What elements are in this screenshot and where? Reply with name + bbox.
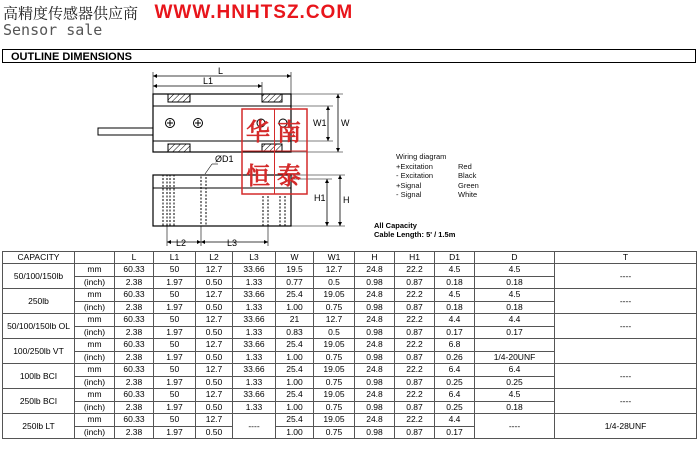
table-cell: 21 [276,314,314,327]
table-cell: 50 [154,364,196,377]
table-cell: ---- [233,414,276,439]
table-cell: 1/4-20UNF [475,351,555,364]
table-cell: 0.17 [435,426,475,439]
table-cell: 2.38 [115,301,154,314]
table-cell: 19.05 [314,289,355,302]
table-cell: 0.50 [196,426,233,439]
table-cell: 0.50 [196,401,233,414]
dim-W1: W1 [313,118,327,128]
capacity-cell: 100lb BCI [3,364,75,389]
table-row [3,414,697,427]
table-cell: (inch) [75,301,115,314]
table-cell: 24.8 [355,414,395,427]
table-cell: 1.00 [276,376,314,389]
table-cell: 24.8 [355,289,395,302]
column-header: L1 [154,252,196,264]
wiring-row: +Excitation Red [396,161,472,171]
table-cell: 1.97 [154,326,196,339]
table-cell: 0.77 [276,276,314,289]
table-cell: 12.7 [196,314,233,327]
all-capacity-label: All Capacity [374,221,417,230]
capacity-cell: 100/250lb VT [3,339,75,364]
wiring-title: Wiring diagram [396,152,447,161]
table-cell: 1.00 [276,426,314,439]
table-cell: 0.98 [355,401,395,414]
table-cell: 0.75 [314,401,355,414]
site-header [3,2,353,22]
table-cell: 1.97 [154,301,196,314]
table-cell: 0.18 [475,301,555,314]
table-cell: 1.00 [276,301,314,314]
table-row [3,364,697,377]
dimensions-table [2,251,697,439]
table-cell: mm [75,339,115,352]
table-cell: 0.75 [314,426,355,439]
column-header: CAPACITY [3,252,75,264]
table-cell: 12.7 [314,314,355,327]
table-cell: 4.4 [435,314,475,327]
thread-cell: ---- [555,314,697,339]
table-cell: 0.50 [196,276,233,289]
table-cell: 0.87 [395,426,435,439]
table-cell: ---- [475,414,555,439]
column-header [75,252,115,264]
table-row [3,264,697,277]
table-cell: 0.87 [395,351,435,364]
table-cell: 0.87 [395,276,435,289]
capacity-cell: 50/100/150lb [3,264,75,289]
table-cell: (inch) [75,276,115,289]
table-cell: 33.66 [233,314,276,327]
table-cell: 0.98 [355,426,395,439]
table-cell: 6.8 [435,339,475,352]
table-cell: 25.4 [276,289,314,302]
table-cell: 60.33 [115,364,154,377]
table-cell: 2.38 [115,276,154,289]
table-cell: 4.5 [475,389,555,402]
table-cell: 1.00 [276,401,314,414]
table-cell: 60.33 [115,264,154,277]
table-cell: 2.38 [115,351,154,364]
dim-D1: ØD1 [215,154,234,164]
thread-cell: ---- [555,264,697,289]
table-cell: 0.87 [395,376,435,389]
dim-L1: L1 [203,76,214,86]
table-cell: 33.66 [233,264,276,277]
stamp-char-4: 泰 [277,161,301,190]
dim-W: W [341,118,350,128]
table-cell: 0.17 [435,326,475,339]
table-cell: 0.98 [355,376,395,389]
dim-H1: H1 [314,193,326,203]
table-cell: 1.33 [233,276,276,289]
cable-length-label: Cable Length: 5' / 1.5m [374,230,456,239]
table-cell: 0.50 [196,326,233,339]
section-title: OUTLINE DIMENSIONS [2,49,696,63]
table-cell: 22.2 [395,314,435,327]
table-cell: 19.05 [314,364,355,377]
table-row [3,389,697,402]
thread-cell: ---- [555,289,697,314]
table-cell: 50 [154,414,196,427]
table-cell: 24.8 [355,314,395,327]
table-cell: 22.2 [395,414,435,427]
table-cell: 6.4 [475,364,555,377]
table-cell: 22.2 [395,389,435,402]
table-cell: 1.33 [233,376,276,389]
table-cell: 2.38 [115,426,154,439]
table-header-row [3,252,697,264]
table-cell: 1.00 [276,351,314,364]
table-cell: 12.7 [196,289,233,302]
table-cell: mm [75,389,115,402]
table-cell: 0.98 [355,276,395,289]
table-cell: 0.25 [475,376,555,389]
wiring-diagram [396,152,479,200]
table-cell: (inch) [75,401,115,414]
table-cell: 25.4 [276,389,314,402]
table-cell: mm [75,289,115,302]
table-cell: 12.7 [314,264,355,277]
table-cell: 60.33 [115,389,154,402]
table-cell: 0.18 [435,301,475,314]
table-cell: 1.97 [154,376,196,389]
capacity-cell: 250lb BCI [3,389,75,414]
table-cell: 19.05 [314,339,355,352]
column-header: W1 [314,252,355,264]
table-row [3,289,697,302]
table-cell: 50 [154,264,196,277]
table-cell: 0.50 [196,376,233,389]
table-cell: 19.5 [276,264,314,277]
table-cell: mm [75,364,115,377]
table-cell: 33.66 [233,389,276,402]
table-cell: 0.18 [435,276,475,289]
table-cell: 0.50 [196,351,233,364]
column-header: D1 [435,252,475,264]
table-cell: 0.17 [475,326,555,339]
capacity-cell: 250lb [3,289,75,314]
table-cell: 50 [154,389,196,402]
dim-L: L [218,66,224,76]
table-cell: 24.8 [355,264,395,277]
table-cell: 25.4 [276,339,314,352]
table-cell: 0.5 [314,326,355,339]
table-cell: 12.7 [196,414,233,427]
capacity-cell: 250lb LT [3,414,75,439]
table-cell: mm [75,414,115,427]
column-header: H [355,252,395,264]
table-cell: (inch) [75,351,115,364]
table-cell: 22.2 [395,364,435,377]
table-cell: 60.33 [115,414,154,427]
table-cell: 12.7 [196,389,233,402]
table-cell: 0.5 [314,276,355,289]
table-cell: 0.87 [395,301,435,314]
table-cell: 0.18 [475,401,555,414]
table-cell: 33.66 [233,364,276,377]
table-body [3,264,697,439]
capacity-notes [374,221,455,239]
table-cell: 1.97 [154,276,196,289]
table-cell: 50 [154,289,196,302]
table-cell: 50 [154,339,196,352]
table-cell: 1.97 [154,351,196,364]
column-header: L3 [233,252,276,264]
table-cell: 60.33 [115,339,154,352]
table-cell: 0.87 [395,326,435,339]
table-cell: 0.98 [355,326,395,339]
dim-L2: L2 [176,238,187,248]
table-cell: (inch) [75,326,115,339]
thread-cell [555,339,697,364]
table-cell: 1.33 [233,351,276,364]
table-cell: 33.66 [233,289,276,302]
dim-H: H [343,195,350,205]
subtitle: Sensor sale [3,21,103,39]
table-cell: 1.33 [233,301,276,314]
table-cell: 24.8 [355,389,395,402]
table-cell: 0.50 [196,301,233,314]
column-header: W [276,252,314,264]
column-header: L [115,252,154,264]
table-cell: 1.33 [233,401,276,414]
wiring-row: - Excitation Black [396,171,477,180]
table-cell: 0.83 [276,326,314,339]
stamp-char-3: 恒 [246,161,270,190]
table-cell: 0.25 [435,376,475,389]
table-cell: 4.4 [475,314,555,327]
table-cell: 1.33 [233,326,276,339]
table-cell [475,339,555,352]
wiring-row: - Signal White [396,190,478,199]
table-cell: mm [75,314,115,327]
table-cell: 4.5 [435,289,475,302]
table-cell: 12.7 [196,264,233,277]
site-url[interactable]: WWW.HNHTSZ.COM [154,2,354,23]
table-cell: 0.75 [314,351,355,364]
column-header: T [555,252,697,264]
table-cell: 60.33 [115,314,154,327]
stamp-char-1: 华 [246,117,270,146]
table-row [3,339,697,352]
table-cell: 0.75 [314,376,355,389]
table-cell: 19.05 [314,389,355,402]
table-cell: 0.87 [395,401,435,414]
table-cell: 60.33 [115,289,154,302]
table-cell: 19.05 [314,414,355,427]
capacity-cell: 50/100/150lb OL [3,314,75,339]
outline-drawing [0,64,699,250]
company-stamp [241,108,308,195]
table-cell: 0.26 [435,351,475,364]
table-cell: 4.5 [475,264,555,277]
table-cell: 22.2 [395,339,435,352]
table-cell: 4.4 [435,414,475,427]
table-cell: 4.5 [435,264,475,277]
table-cell: 25.4 [276,414,314,427]
table-cell: 12.7 [196,364,233,377]
dim-L3: L3 [227,238,238,248]
brand-chinese: 高精度传感器供应商 [3,4,139,23]
table-cell: 12.7 [196,339,233,352]
stamp-char-2: 南 [277,117,301,146]
table-cell: 50 [154,314,196,327]
table-cell: 22.2 [395,264,435,277]
wiring-row: +Signal Green [396,180,479,190]
table-cell: 2.38 [115,376,154,389]
column-header: H1 [395,252,435,264]
table-cell: (inch) [75,376,115,389]
table-cell: 6.4 [435,389,475,402]
table-cell: 1.97 [154,401,196,414]
table-cell: 24.8 [355,339,395,352]
table-cell: 0.98 [355,301,395,314]
table-cell: 0.25 [435,401,475,414]
column-header: D [475,252,555,264]
table-cell: 25.4 [276,364,314,377]
table-cell: 22.2 [395,289,435,302]
table-cell: 0.18 [475,276,555,289]
table-cell: mm [75,264,115,277]
table-cell: (inch) [75,426,115,439]
table-cell: 2.38 [115,401,154,414]
table-cell: 24.8 [355,364,395,377]
column-header: L2 [196,252,233,264]
table-cell: 6.4 [435,364,475,377]
table-cell: 4.5 [475,289,555,302]
table-cell: 0.75 [314,301,355,314]
table-cell: 1.97 [154,426,196,439]
thread-cell: 1/4-28UNF [555,414,697,439]
table-row [3,314,697,327]
table-cell: 2.38 [115,326,154,339]
thread-cell: ---- [555,389,697,414]
thread-cell: ---- [555,364,697,389]
table-cell: 0.98 [355,351,395,364]
table-cell: 33.66 [233,339,276,352]
